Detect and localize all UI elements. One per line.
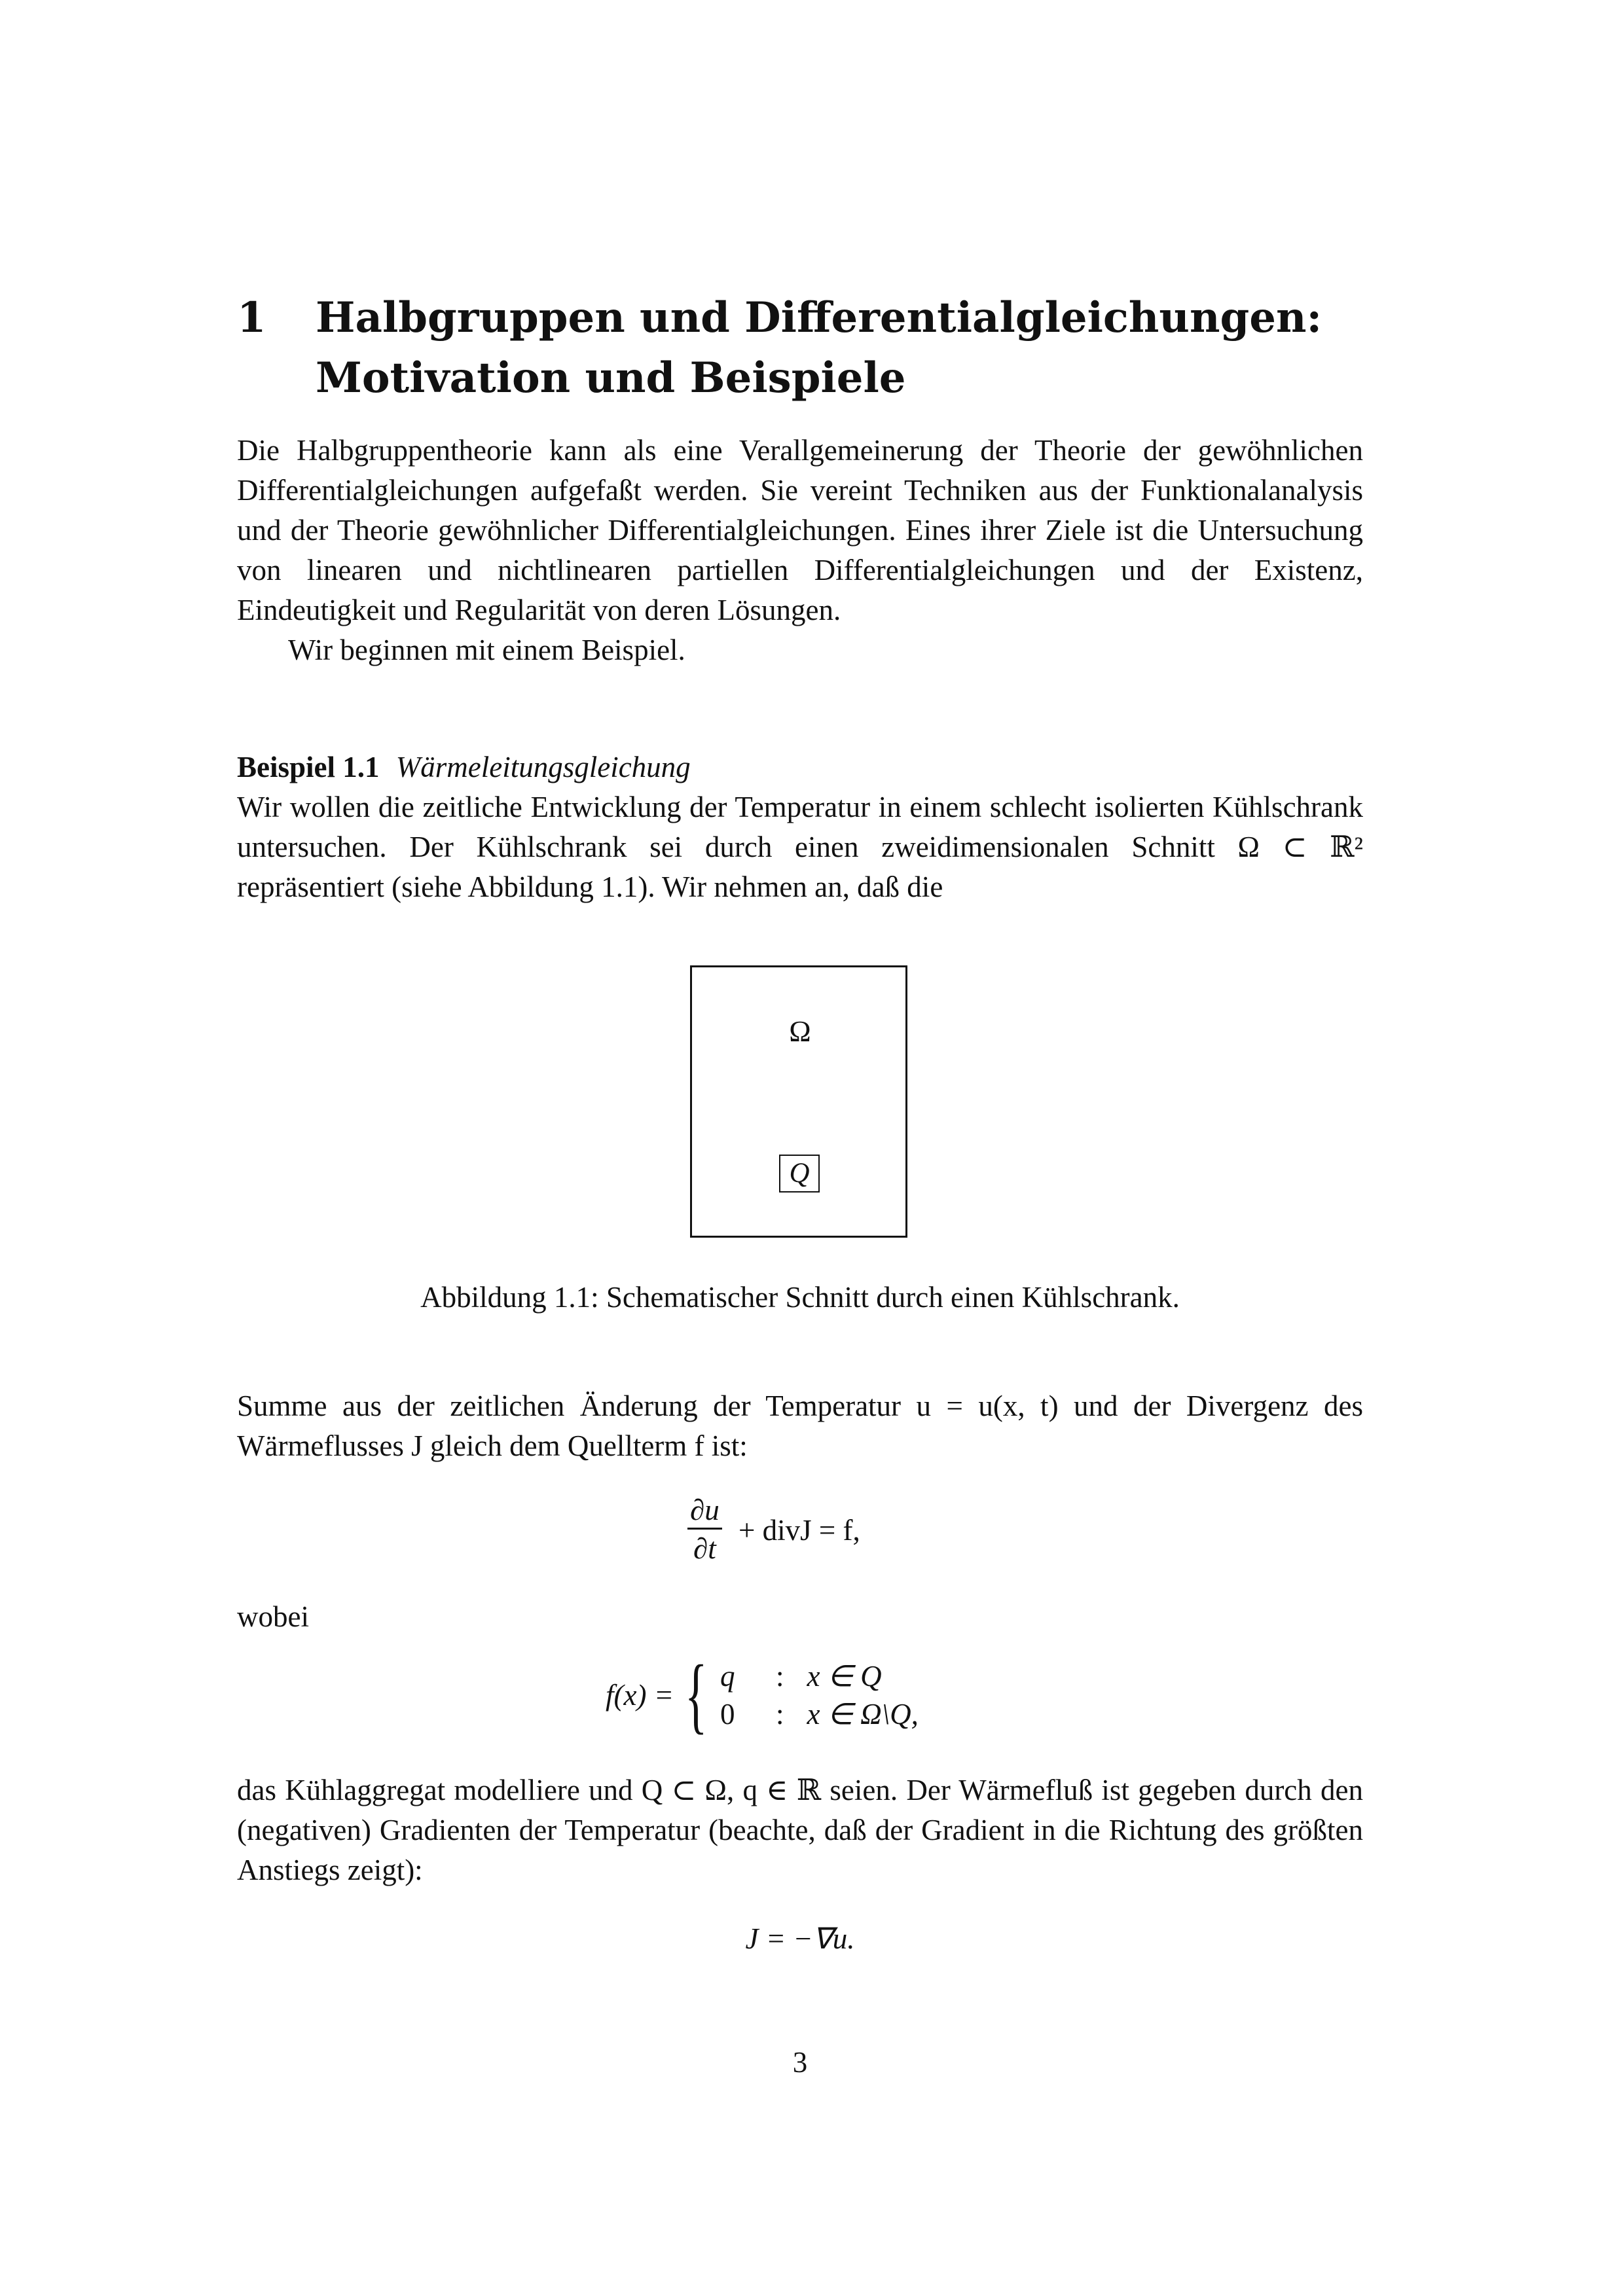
after-text: das Kühlaggregat modelliere und Q ⊂ Ω, q ∈ ℝ seien. Der Wärmefluß ist gegeben durch den (negativen) Gradienten der Temperatur (beachte, daß der Gradient in die Richtung des größten Anstiegs zeigt):: [237, 1774, 1363, 1886]
case-colon: :: [775, 1660, 784, 1693]
case-colon: :: [775, 1698, 784, 1731]
example-name: Wärmeleitungsgleichung: [395, 751, 691, 783]
case-value: q: [720, 1660, 735, 1693]
example-label: Beispiel 1.1: [237, 751, 380, 783]
heat-equation: [687, 1492, 860, 1568]
time-derivative-fraction: [687, 1492, 722, 1568]
left-brace: {: [685, 1648, 708, 1742]
page-number: 3: [792, 2046, 808, 2079]
cases: [720, 1657, 919, 1733]
example-heading: [237, 747, 691, 787]
wobei-text: wobei: [237, 1600, 309, 1633]
denominator: ∂t: [693, 1532, 716, 1565]
source-lhs: f(x) =: [606, 1679, 674, 1712]
equation-rest: + divJ = f,: [739, 1513, 860, 1547]
section-number: 1: [237, 293, 266, 342]
intro-second: Wir beginnen mit einem Beispiel.: [288, 634, 685, 666]
intro-block: [237, 431, 1363, 670]
q-region: Q: [779, 1155, 820, 1193]
case-row: [720, 1657, 919, 1695]
figure-caption: Abbildung 1.1: Schematischer Schnitt durch einen Kühlschrank.: [420, 1281, 1180, 1314]
fridge-figure: [690, 965, 907, 1238]
example-text: Wir wollen die zeitliche Entwicklung der Temperatur in einem schlecht isolierten Kühlschrank untersuchen. Der Kühlschrank sei durch einen zweidimensionalen Schnitt Ω ⊂ ℝ² repräsentiert (siehe Abbildung 1.1). Wir nehmen an, daß die: [237, 791, 1363, 903]
source-term-definition: [606, 1648, 919, 1742]
section-title: Halbgruppen und Differentialgleichungen: Motivation und Beispiele: [316, 293, 1322, 403]
case-value: 0: [720, 1698, 735, 1731]
continuation-text: Summe aus der zeitlichen Änderung der Temperatur u = u(x, t) und der Divergenz des Wärmeflusses J gleich dem Quellterm f ist:: [237, 1390, 1363, 1462]
intro-paragraph: Die Halbgruppentheorie kann als eine Verallgemeinerung der Theorie der gewöhnlichen Differentialgleichungen aufgefaßt werden. Sie vereint Techniken aus der Funktionalanalysis und der Theorie gewöhnlicher Differentialgleichungen. Eines ihrer Ziele ist die Untersuchung von linearen und nichtlinearen partiellen Differentialgleichungen und der Existenz, Eindeutigkeit und Regularität von deren Lösungen.: [237, 434, 1363, 626]
case-condition: x ∈ Ω\Q,: [807, 1698, 919, 1731]
omega-label: Ω: [789, 1015, 811, 1048]
numerator: ∂u: [687, 1492, 722, 1530]
case-condition: x ∈ Q: [807, 1660, 882, 1693]
flux-equation: J = −∇u.: [745, 1922, 855, 1955]
case-row: [720, 1695, 919, 1733]
